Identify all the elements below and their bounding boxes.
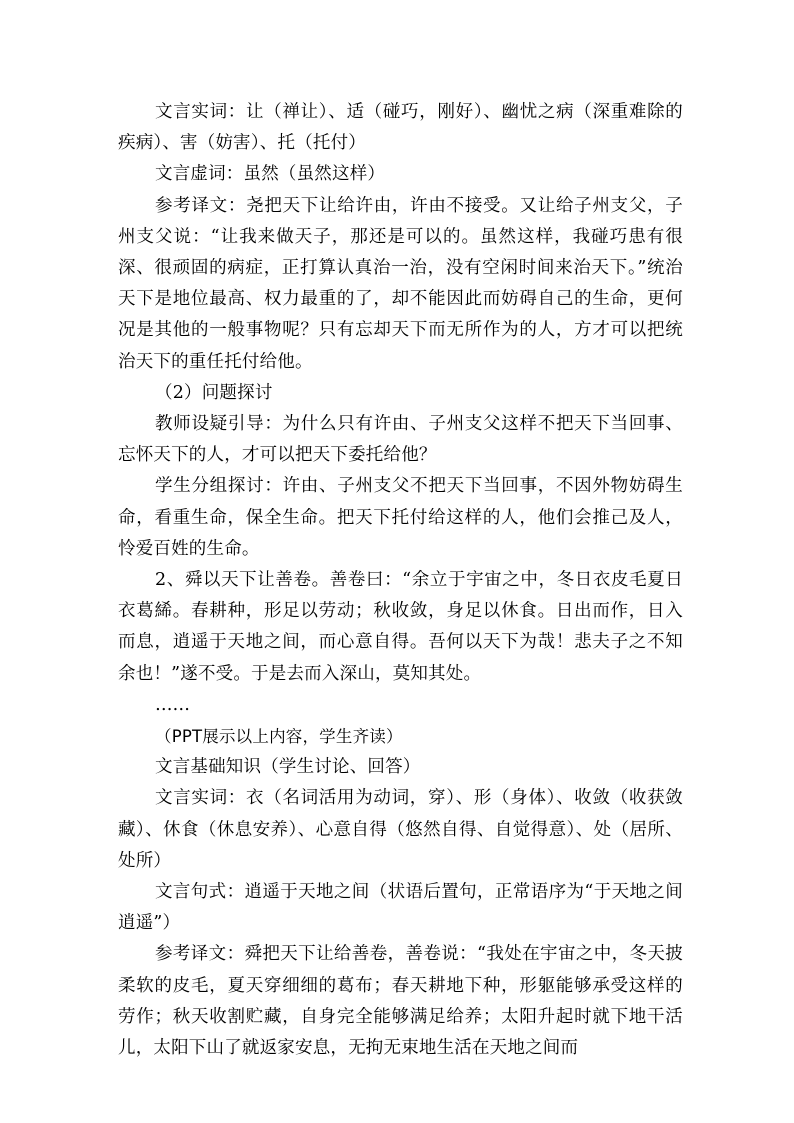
- paragraph-classical-text-2: 2、舜以天下让善卷。善卷曰：“余立于宇宙之中，冬日衣皮毛夏日衣葛絺。春耕种，形足以劳动；秋收敛，身足以休食。日出而作，日入而息，逍遥于天地之间，而心意自得。吾何以天下为哉！悲夫子之不知余也！”遂不受。于是去而入深山，莫知其处。: [118, 570, 683, 684]
- paragraph-student-discussion: 学生分组探讨：许由、子州支父不把天下当回事，不因外物妨碍生命，看重生命，保全生命。把天下托付给这样的人，他们会推己及人，怜爱百姓的生命。: [118, 476, 683, 559]
- paragraph-sentence-pattern: 文言句式：逍遥于天地之间（状语后置句，正常语序为“于天地之间逍遥”）: [118, 882, 683, 934]
- paragraph-content-words-1: 文言实词：让（禅让）、适（碰巧，刚好）、幽忧之病（深重难除的疾病）、害（妨害）、托（托付）: [118, 102, 683, 154]
- document-page: [118, 97, 683, 1064]
- section-heading-discussion: （2）问题探讨: [155, 382, 273, 403]
- paragraph-ppt-note: （PPT展示以上内容，学生齐读）: [155, 727, 403, 747]
- paragraph-teacher-question: 教师设疑引导：为什么只有许由、子州支父这样不把天下当回事、忘怀天下的人，才可以把天下委托给他？: [118, 414, 683, 466]
- ellipsis: ……: [155, 694, 190, 715]
- paragraph-basic-knowledge: 文言基础知识（学生讨论、回答）: [155, 757, 421, 778]
- paragraph-translation-2: 参考译文：舜把天下让给善卷，善卷说：“我处在宇宙之中，冬天披柔软的皮毛，夏天穿细细的葛布；春天耕地下种，形躯能够承受这样的劳作；秋天收割贮藏，自身完全能够满足给养；太阳升起时就下地干活儿，太阳下山了就返家安息，无拘无束地生活在天地之间而: [118, 944, 683, 1059]
- paragraph-content-words-2: 文言实词：衣（名词活用为动词，穿）、形（身体）、收敛（收获敛藏）、休食（休息安养）、心意自得（悠然自得、自觉得意）、处（居所、处所）: [118, 788, 683, 871]
- paragraph-translation-1: 参考译文：尧把天下让给许由，许由不接受。又让给子州支父，子州支父说：“让我来做天子，那还是可以的。虽然这样，我碰巧患有很深、很顽固的病症，正打算认真治一治，没有空闲时间来治天下。”统治天下是地位最高、权力最重的了，却不能因此而妨碍自己的生命，更何况是其他的一般事物呢？只有忘却天下而无所作为的人，方才可以把统治天下的重任托付给他。: [118, 195, 683, 372]
- paragraph-function-words: 文言虚词：虽然（虽然这样）: [155, 164, 386, 185]
